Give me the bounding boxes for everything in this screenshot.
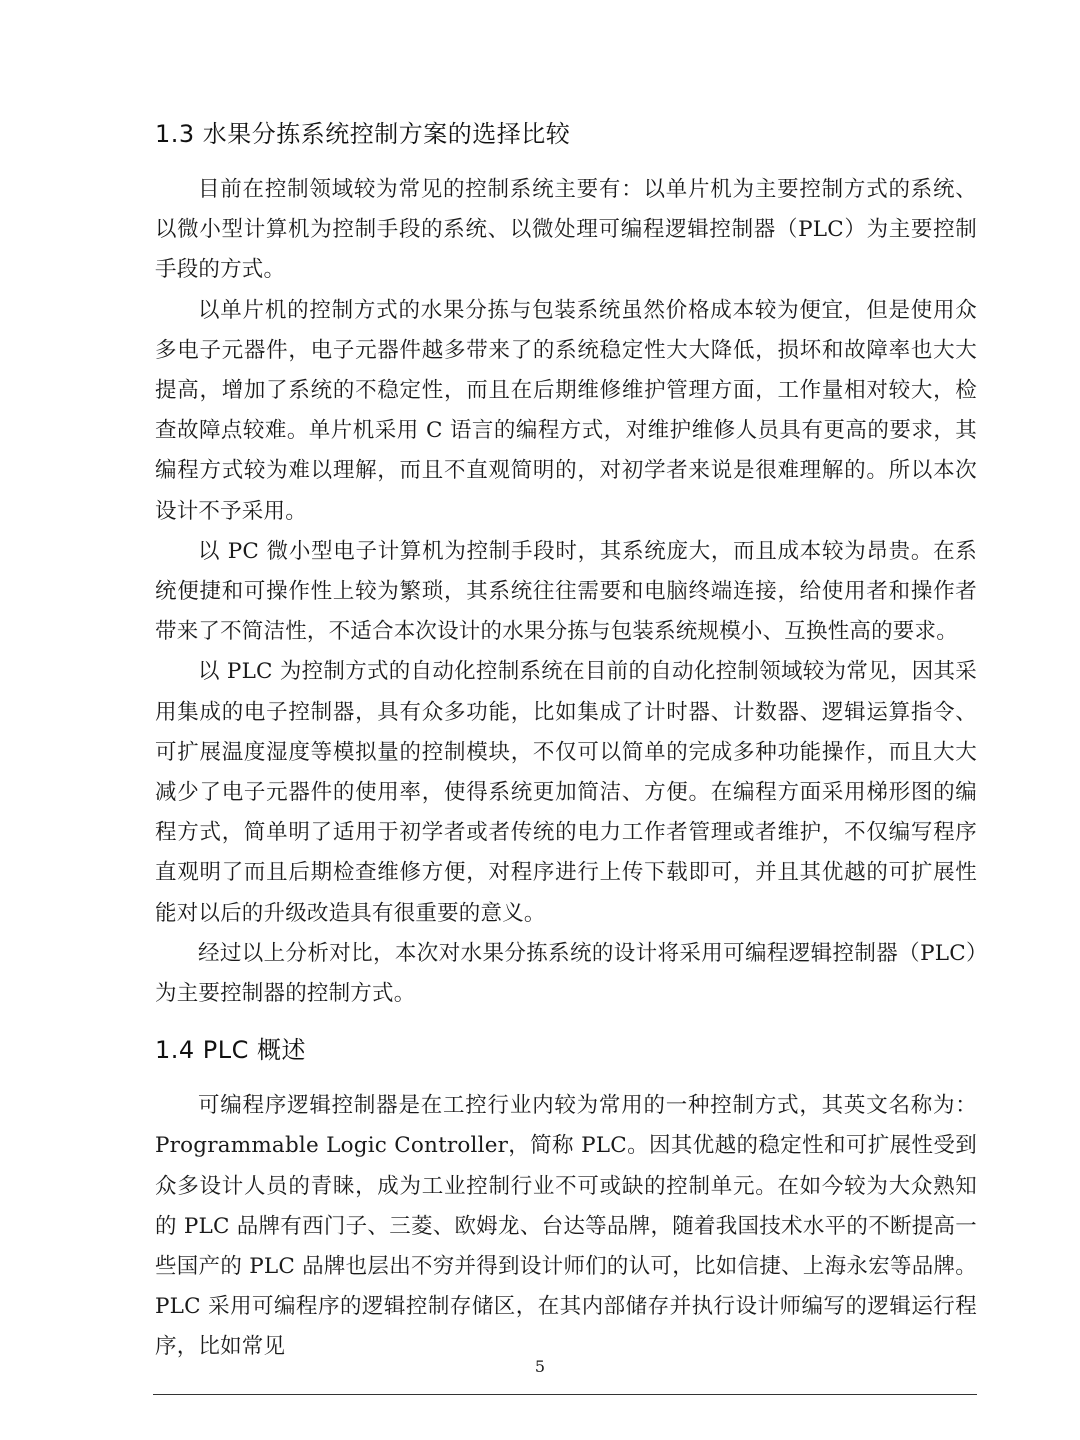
paragraph-1-3-3: 以 PC 微小型电子计算机为控制手段时，其系统庞大，而且成本较为昂贵。在系统便捷和可操作性上较为繁琐，其系统往往需要和电脑终端连接，给使用者和操作者带来了不简洁性，不适合本次设计的水果分拣与包装系统规模小、互换性高的要求。 <box>155 538 977 645</box>
section-heading-1-3: 1.3 水果分拣系统控制方案的选择比较 <box>155 120 571 148</box>
page-number: 5 <box>534 1357 546 1376</box>
paragraph-1-3-2: 以单片机的控制方式的水果分拣与包装系统虽然价格成本较为便宜，但是使用众多电子元器件，电子元器件越多带来了的系统稳定性大大降低，损坏和故障率也大大提高，增加了系统的不稳定性，而且在后期维修维护管理方面，工作量相对较大，检查故障点较难。单片机采用 C 语言的编程方式，对维护维修人员具有更高的要求，其编程方式较为难以理解，而且不直观简明的，对初学者来说是很难理解的。所以本次设计不予采用。 <box>155 297 977 524</box>
page-content <box>155 112 977 1368</box>
paragraph-1-3-5: 经过以上分析对比，本次对水果分拣系统的设计将采用可编程逻辑控制器（PLC）为主要控制器的控制方式。 <box>155 940 977 1007</box>
footer-divider <box>153 1394 977 1395</box>
section-heading-1-4: 1.4 PLC 概述 <box>155 1036 307 1065</box>
paragraph-1-4-1: 可编程序逻辑控制器是在工控行业内较为常用的一种控制方式，其英文名称为：Programmable Logic Controller，简称 PLC。因其优越的稳定性和可扩展性受到众多设计人员的青睐，成为工业控制行业不可或缺的控制单元。在如今较为大众熟知的 PLC 品牌有西门子、三菱、欧姆龙、台达等品牌，随着我国技术水平的不断提高一些国产的 PLC 品牌也层出不穷并得到设计师们的认可，比如信捷、上海永宏等品牌。PLC 采用可编程序的逻辑控制存储区，在其内部储存并执行设计师编写的逻辑运行程序，比如常见 <box>155 1093 977 1360</box>
paragraph-1-3-4: 以 PLC 为控制方式的自动化控制系统在目前的自动化控制领域较为常见，因其采用集成的电子控制器，具有众多功能，比如集成了计时器、计数器、逻辑运算指令、可扩展温度湿度等模拟量的控制模块，不仅可以简单的完成多种功能操作，而且大大减少了电子元器件的使用率，使得系统更加简洁、方便。在编程方面采用梯形图的编程方式，简单明了适用于初学者或者传统的电力工作者管理或者维护，不仅编写程序直观明了而且后期检查维修方便，对程序进行上传下载即可，并且其优越的可扩展性能对以后的升级改造具有很重要的意义。 <box>155 659 977 926</box>
paragraph-1-3-1: 目前在控制领域较为常见的控制系统主要有：以单片机为主要控制方式的系统、以微小型计算机为控制手段的系统、以微处理可编程逻辑控制器（PLC）为主要控制手段的方式。 <box>155 177 977 283</box>
